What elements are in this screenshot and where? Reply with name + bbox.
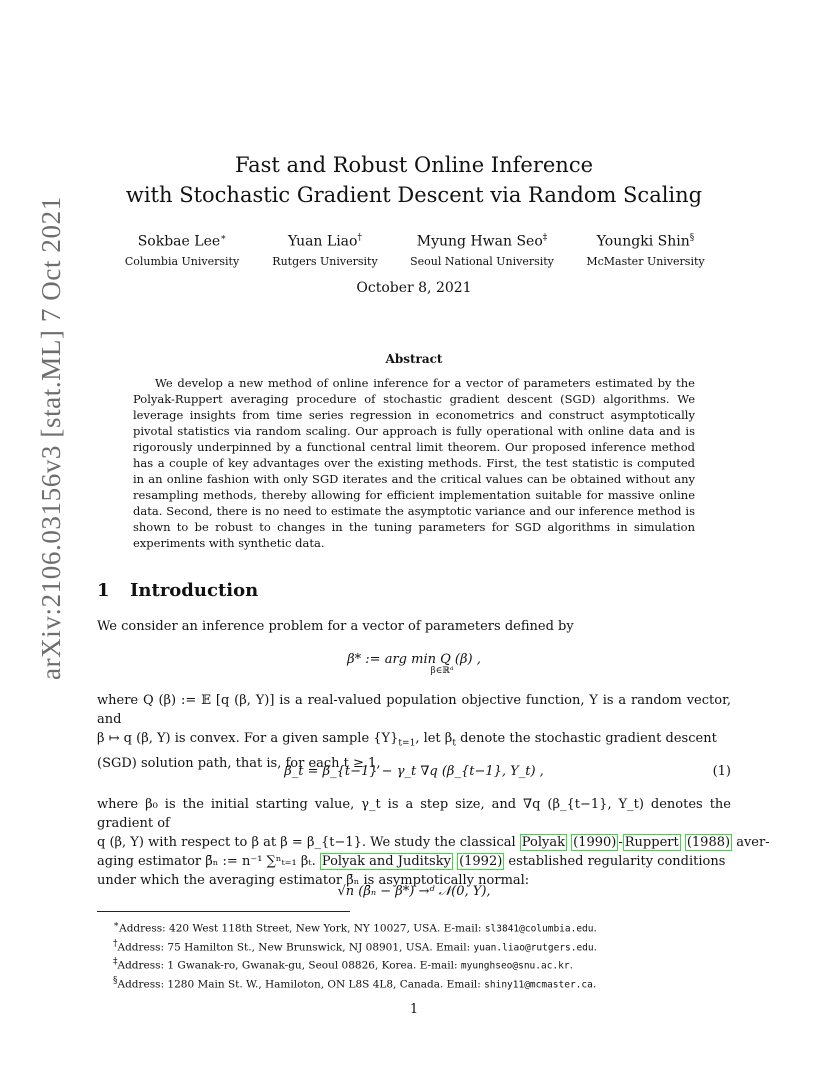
author-mark: † (357, 233, 362, 243)
paragraph-line (97, 833, 770, 852)
text-span: - (618, 835, 623, 850)
author-mark: § (689, 233, 695, 243)
text-span: established regularity conditions (504, 854, 726, 869)
equation-number: (1) (712, 764, 731, 779)
author-name: Yuan Liao (288, 233, 358, 250)
paragraph-line: under which the averaging estimator β̄ₙ is asymptotically normal: (97, 873, 530, 888)
email-link[interactable]: shiny11@mcmaster.ca (484, 979, 593, 990)
equation-subscript: β∈ℝᵈ (430, 666, 454, 676)
citation-year-link[interactable]: (1990) (573, 835, 617, 850)
author-name: Myung Hwan Seo (416, 233, 543, 250)
citation-link[interactable]: Polyak and Juditsky (321, 854, 451, 869)
abstract-heading: Abstract (385, 352, 443, 366)
abstract-text: We develop a new method of online inference for a vector of parameters estimated by the Polyak-Ruppert averaging procedure of stochastic gradient descent (SGD) algorithms. We leverage insights from time series regression in econometrics and construct asymptotically pivotal statistics via random scaling. Our approach is fully operational with online data and is rigorously underpinned by a functional central limit theorem. Our proposed inference method has a couple of key advantages over the existing methods. First, the test statistic is computed in an online fashion with only SGD iterates and the critical values can be obtained without any resampling methods, thereby allowing for efficient implementation suitable for massive online data. Second, there is no need to estimate the asymptotic variance and our inference method is shown to be robust to changes in the tuning parameters for SGD algorithms in simulation experiments with synthetic data. (133, 376, 695, 550)
page-number: 1 (409, 1002, 419, 1017)
equation-sgd (97, 764, 731, 779)
equation-text: β_t = β_{t−1} − γ_t ∇q (β_{t−1}, Y_t) , (284, 764, 544, 779)
author-mark: ‡ (542, 233, 548, 243)
citation-link[interactable]: Ruppert (624, 835, 679, 850)
title-line-2: with Stochastic Gradient Descent via Random Scaling (125, 183, 703, 207)
text-sub: t (452, 738, 456, 749)
text-span: β ↦ q (β, Y) is convex. For a given sample {Y (97, 731, 391, 746)
text-sub: t=1 (398, 738, 416, 749)
footnote-mark: † (113, 938, 118, 949)
paragraph: We consider an inference problem for a vector of parameters defined by (97, 619, 574, 634)
author-block-3 (402, 228, 562, 272)
footnotes (113, 918, 733, 992)
title-line-1: Fast and Robust Online Inference (234, 153, 594, 177)
paragraph (97, 691, 731, 773)
paragraph-line (97, 852, 731, 871)
paragraph-line: β ↦ q (β, Y) is convex. For a given sample $\{Y\}_{t=1}$, let $\beta_t$ denote the stochastic gradient descent (97, 731, 717, 749)
footnote (113, 918, 733, 937)
footnote-end: . (593, 922, 597, 935)
email-link[interactable]: yuan.liao@rutgers.edu (473, 942, 594, 953)
equation-argmin (97, 652, 731, 667)
footnote-text: Address: 1 Gwanak-ro, Gwanak-gu, Seoul 08826, Korea. E-mail: (117, 959, 461, 972)
equation-text: β* := arg min Q (β) , (347, 652, 481, 667)
paragraph (97, 795, 770, 890)
footnote-end: . (569, 959, 573, 972)
paper-title (0, 150, 828, 210)
author-affiliation: Rutgers University (272, 254, 378, 268)
footnote (113, 974, 733, 993)
footnote-end: . (592, 978, 597, 990)
author-name: Sokbae Lee (137, 233, 221, 250)
paragraph-line: (SGD) solution path, that is, for each t ≥ 1, (97, 755, 381, 771)
footnote-mark: ∗ (113, 920, 120, 930)
footnote (113, 937, 733, 956)
author-mark: ∗ (220, 233, 227, 243)
author-affiliation: McMaster University (586, 254, 705, 268)
footnote-text: Address: 420 West 118th Street, New York, NY 10027, USA. E-mail: (119, 922, 485, 935)
paper-date: October 8, 2021 (356, 280, 472, 296)
citation-year-link[interactable]: (1992) (459, 854, 503, 869)
footnote-mark: § (113, 975, 118, 986)
text-span: denote the stochastic gradient descent (455, 731, 717, 746)
email-link[interactable]: myunghseo@snu.ac.kr (460, 960, 570, 972)
footnote-mark: ‡ (113, 957, 118, 967)
section-number: 1 (97, 580, 110, 601)
paragraph-line: where β₀ is the initial starting value, γ_t is a step size, and ∇q (β_{t−1}, Y_t) denotes the gradient of (97, 797, 731, 831)
text-span: , let β (415, 731, 453, 746)
footnote-rule (97, 911, 350, 912)
footnote-end: . (593, 941, 597, 953)
author-block-2 (260, 228, 390, 272)
text-span: q (β, Y) with respect to β at β = β_{t−1}. We study the classical (97, 835, 520, 850)
author-block-4 (578, 228, 713, 272)
footnote-text: Address: 75 Hamilton St., New Brunswick, NJ 08901, USA. Email: (117, 941, 474, 953)
footnote (113, 955, 733, 974)
author-affiliation: Seoul National University (410, 254, 554, 268)
text-span: aging estimator β̄ₙ := n⁻¹ ∑ⁿₜ₌₁ βₜ. (97, 854, 320, 869)
equation-text: √n (β̄ₙ − β*) →ᵈ 𝒩(0, Υ), (337, 884, 491, 899)
author-affiliation: Columbia University (124, 254, 240, 268)
section-title: Introduction (130, 580, 259, 601)
equation-normality (97, 884, 731, 899)
text-span: aver- (732, 835, 770, 850)
author-block-1 (112, 228, 252, 272)
author-name: Youngki Shin (596, 233, 690, 250)
citation-link[interactable]: Polyak (521, 835, 565, 850)
citation-year-link[interactable]: (1988) (686, 835, 731, 850)
section-heading (97, 580, 258, 601)
paragraph-line: where Q (β) := 𝔼 [q (β, Y)] is a real-valued population objective function, Y is a random vector, and (97, 693, 731, 727)
email-link[interactable]: sl3841@columbia.edu (484, 923, 594, 935)
arxiv-identifier: arXiv:2106.03156v3 [stat.ML] 7 Oct 2021 (36, 196, 66, 680)
footnote-text: Address: 1280 Main St. W., Hamiloton, ON L8S 4L8, Canada. Email: (117, 978, 485, 990)
